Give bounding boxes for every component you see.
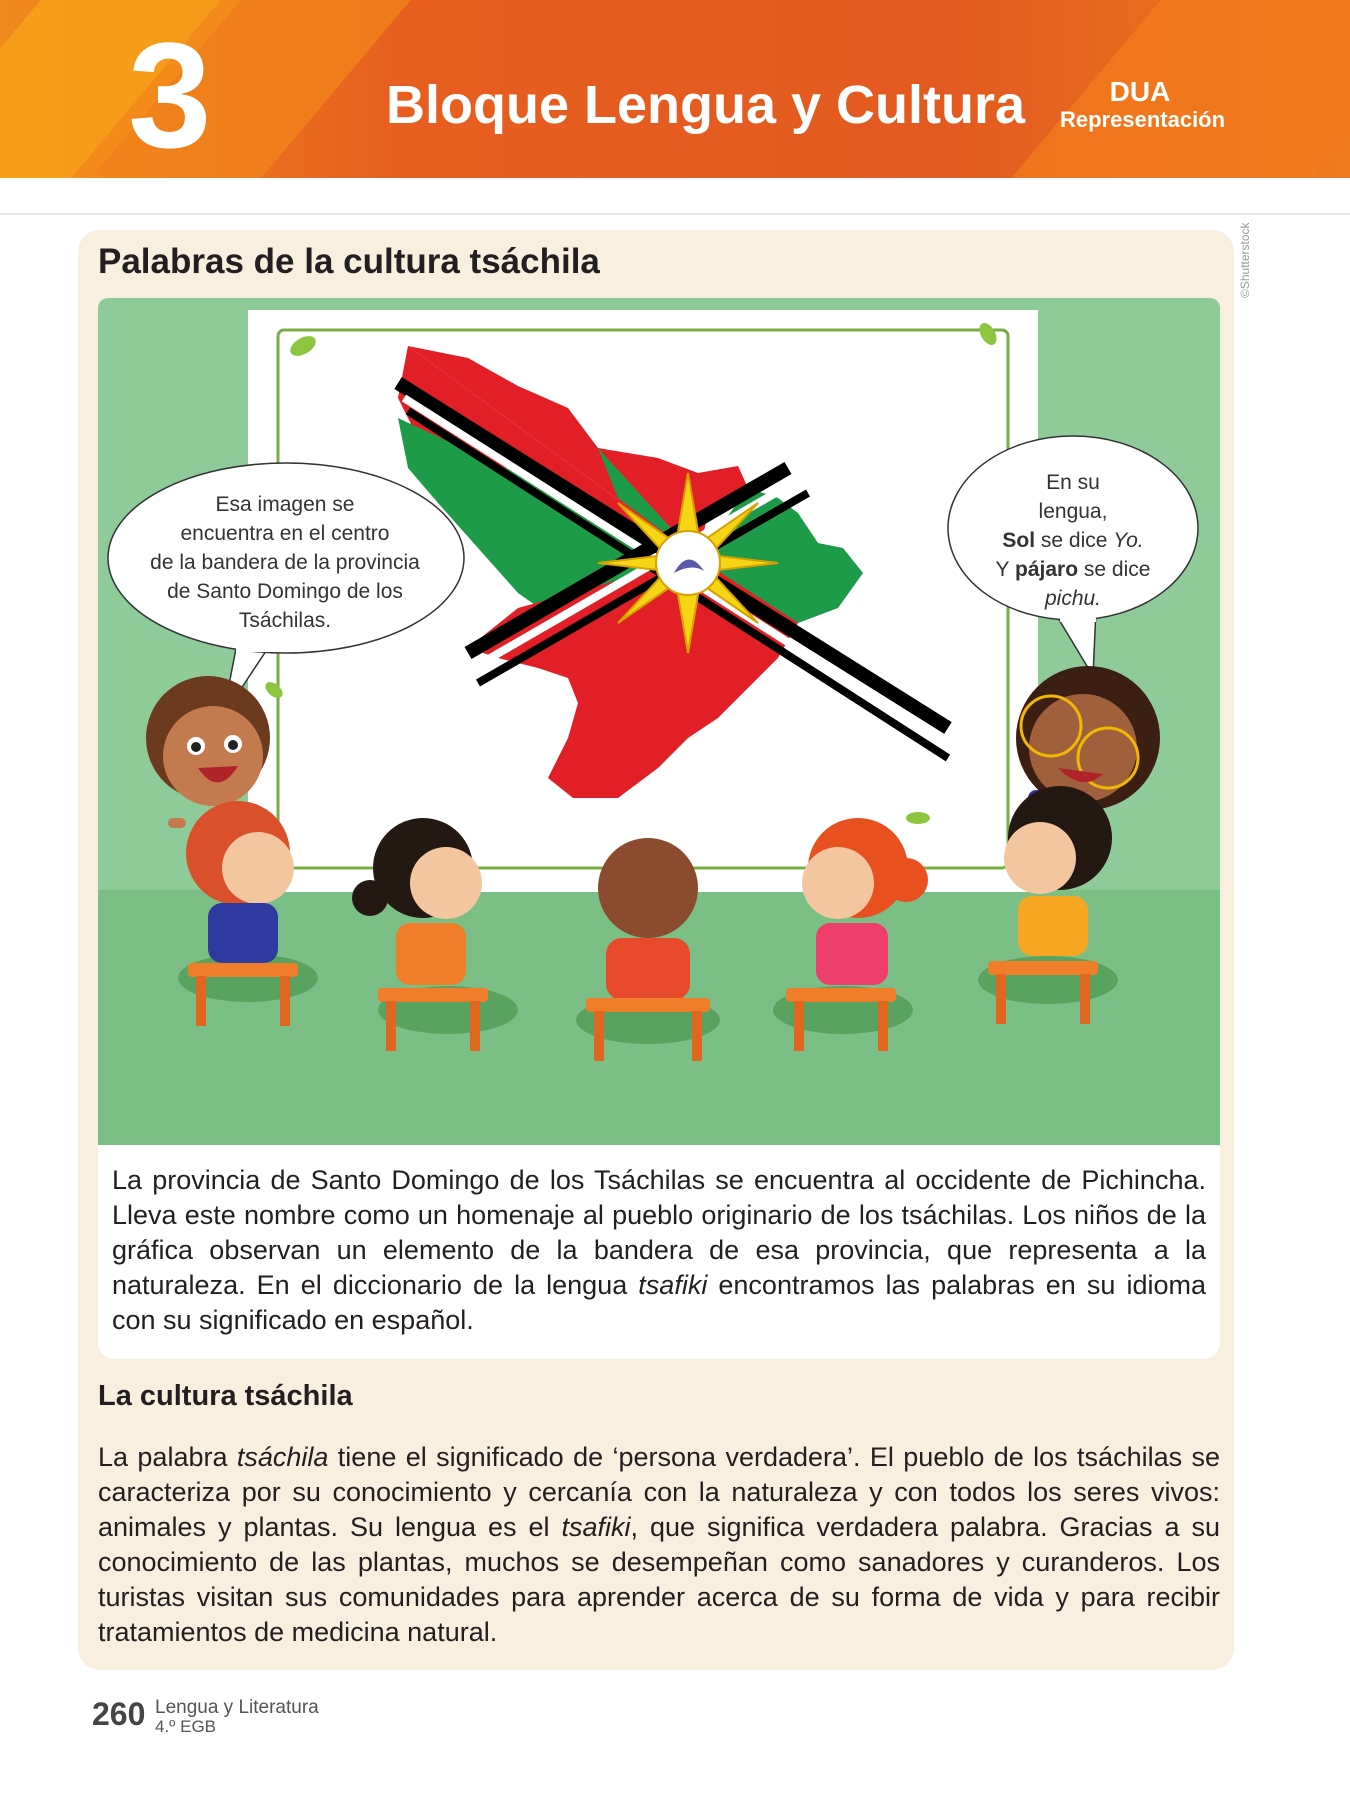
word-sol: Sol bbox=[1002, 529, 1036, 552]
caption-text: La provincia de Santo Domingo de los Tsáchilas se encuentra al occidente de Pichincha. Lleva este nombre como un homenaje al pueblo originario de los tsáchilas. Los niños de la gráfica observan un elemento de la bandera de esa provincia, que representa a la naturaleza. En el diccionario de la lengua bbox=[112, 1165, 1206, 1300]
caption-paragraph bbox=[112, 1163, 1206, 1338]
footer-grade: 4.º EGB bbox=[155, 1717, 217, 1736]
page-number: 260 bbox=[92, 1696, 146, 1732]
classroom-illustration bbox=[98, 298, 1220, 1146]
caption-text: encontramos las palabras en su idioma con su significado en español. bbox=[112, 1270, 1206, 1335]
bubble-right-line2: lengua, bbox=[1038, 500, 1108, 523]
bubble-left-line: Tsáchilas. bbox=[238, 609, 332, 632]
bubble-right-line3 bbox=[1002, 529, 1143, 552]
bubble-right-line1: En su bbox=[1046, 471, 1100, 494]
section-title: Palabras de la cultura tsáchila bbox=[98, 242, 600, 281]
bubble-left-line: de Santo Domingo de los bbox=[167, 580, 403, 603]
culture-paragraph bbox=[98, 1440, 1220, 1650]
bubble-left-line: encuentra en el centro bbox=[180, 522, 390, 545]
italic-term: tsafiki bbox=[561, 1512, 631, 1542]
leaf-icon bbox=[906, 812, 930, 824]
y-text: Y bbox=[995, 558, 1010, 581]
italic-term: tsáchila bbox=[236, 1442, 329, 1472]
translation-yo: Yo. bbox=[1113, 529, 1144, 552]
illustration-svg bbox=[98, 298, 1220, 1146]
subsection-title: La cultura tsáchila bbox=[98, 1380, 353, 1412]
translation-pichu: pichu. bbox=[1044, 587, 1102, 610]
body-text: tiene el significado de ‘persona verdadera’. El pueblo de los tsáchilas se caracteriza por su conocimiento y cercanía con la naturaleza y con todos los seres vivos: animales y plantas. Su lengua es el bbox=[98, 1442, 1220, 1542]
unit-header-band bbox=[0, 0, 1350, 178]
footer-subject: Lengua y Literatura bbox=[155, 1697, 319, 1718]
caption-italic-term: tsafiki bbox=[638, 1270, 708, 1300]
dua-badge bbox=[1060, 76, 1226, 135]
page-title: Bloque Lengua y Cultura bbox=[386, 75, 1026, 135]
unit-number: 3 bbox=[128, 11, 212, 178]
bubble-left-line: Esa imagen se bbox=[215, 493, 355, 516]
dua-subtitle: Representación bbox=[1060, 107, 1226, 132]
body-text: La palabra bbox=[98, 1442, 237, 1472]
bubble-right-line4 bbox=[996, 558, 1151, 581]
dua-label: DUA bbox=[1109, 76, 1171, 107]
image-credit: ©Shutterstock bbox=[1238, 222, 1252, 298]
says-text: se dice bbox=[1083, 558, 1151, 581]
word-pajaro: pájaro bbox=[1015, 558, 1079, 581]
bubble-left-line: de la bandera de la provincia bbox=[150, 551, 420, 574]
body-text: , que significa verdadera palabra. Gracias a su conocimiento de las plantas, muchos se desempeñan como sanadores y curanderos. Los turistas visitan sus comunidades para aprender acerca de su forma de vida y para recibir tratamientos de medicina natural. bbox=[98, 1512, 1221, 1647]
says-text: se dice bbox=[1040, 529, 1108, 552]
header-divider bbox=[0, 213, 1350, 215]
